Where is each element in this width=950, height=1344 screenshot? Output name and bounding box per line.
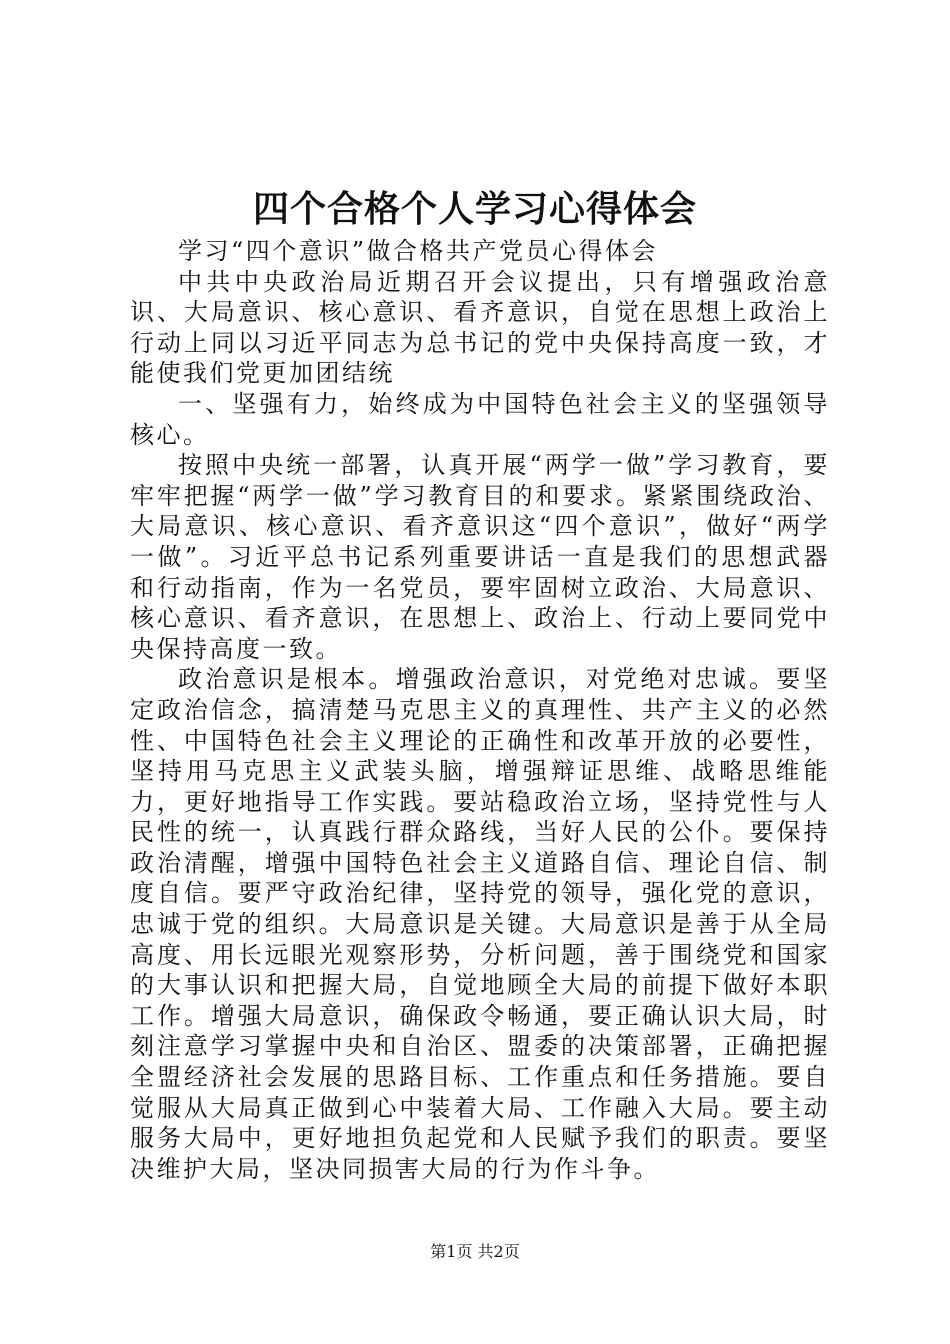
page-footer: 第1页 共2页: [430, 1242, 520, 1261]
document-title: 四个合格个人学习心得体会: [252, 188, 697, 230]
document-body: [130, 236, 830, 1184]
paragraph-intro: 中共中央政治局近期召开会议提出，只有增强政治意识、大局意识、核心意识、看齐意识，自觉在思想上政治上行动上同以习近平同志为总书记的党中央保持高度一致，才能使我们党更加团结统: [130, 267, 830, 388]
paragraph-political-awareness: 政治意识是根本。增强政治意识，对党绝对忠诚。要坚定政治信念，搞清楚马克思主义的真理性、共产主义的必然性、中国特色社会主义理论的正确性和改革开放的必要性，坚持用马克思主义武装头脑，增强辩证思维、战略思维能力，更好地指导工作实践。要站稳政治立场，坚持党性与人民性的统一，认真践行群众路线，当好人民的公仆。要保持政治清醒，增强中国特色社会主义道路自信、理论自信、制度自信。要严守政治纪律，坚持党的领导，强化党的意识，忠诚于党的组织。大局意识是关键。大局意识是善于从全局高度、用长远眼光观察形势，分析问题，善于围绕党和国家的大事认识和把握大局，自觉地顾全大局的前提下做好本职工作。增强大局意识，确保政令畅通，要正确认识大局，时刻注意学习掌握中央和自治区、盟委的决策部署，正确把握全盟经济社会发展的思路目标、工作重点和任务措施。要自觉服从大局真正做到心中装着大局、工作融入大局。要主动服务大局中，更好地担负起党和人民赋予我们的职责。要坚决维护大局，坚决同损害大局的行为作斗争。: [130, 665, 830, 1183]
paragraph-deployment: 按照中央统一部署，认真开展“两学一做”学习教育，要牢牢把握“两学一做”学习教育目的和要求。紧紧围绕政治、大局意识、核心意识、看齐意识这“四个意识”，做好“两学一做”。习近平总书记系列重要讲话一直是我们的思想武器和行动指南，作为一名党员，要牢固树立政治、大局意识、核心意识、看齐意识，在思想上、政治上、行动上要同党中央保持高度一致。: [130, 451, 830, 663]
paragraph-section-heading: 一、坚强有力，始终成为中国特色社会主义的坚强领导核心。: [130, 389, 830, 449]
paragraph-subtitle: 学习“四个意识”做合格共产党员心得体会: [178, 237, 659, 265]
